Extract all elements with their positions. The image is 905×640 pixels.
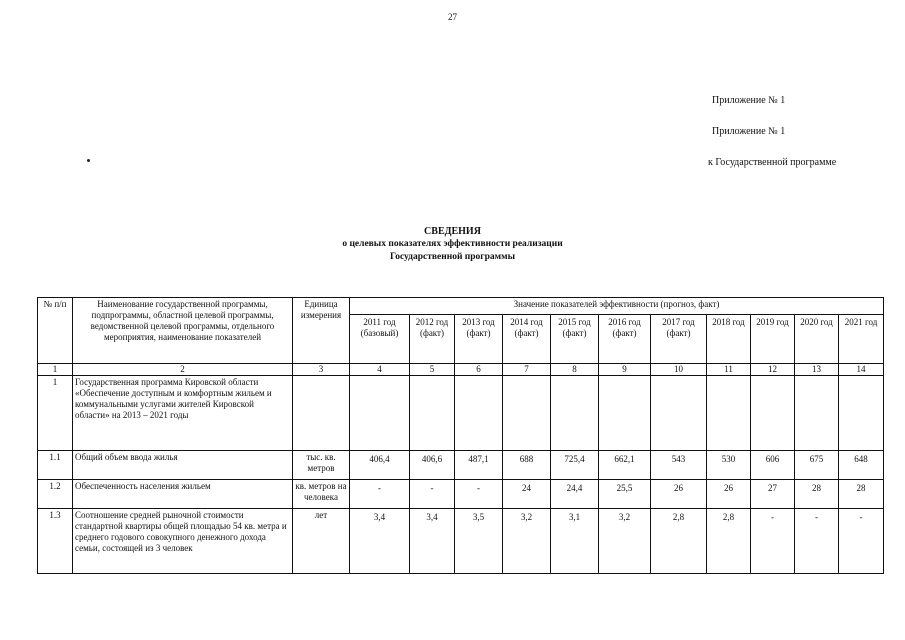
row-value-cell: 24,4 — [551, 480, 599, 509]
row-name-cell: Общий объем ввода жилья — [73, 451, 293, 480]
appendix-line-3: к Государственной программе — [708, 157, 837, 168]
title-line-1: СВЕДЕНИЯ — [424, 226, 481, 237]
header-values-group: Значение показателей эффективности (прогноз, факт) — [350, 298, 884, 315]
row-value-cell: 24 — [503, 480, 551, 509]
row-unit-cell — [293, 376, 350, 451]
row-value-cell — [410, 376, 455, 451]
table-row — [38, 509, 884, 574]
row-value-cell: 530 — [707, 451, 751, 480]
row-value-cell: 648 — [839, 451, 884, 480]
table-row — [38, 376, 884, 451]
column-number-cell: 9 — [599, 364, 651, 376]
row-value-cell: 3,4 — [350, 509, 410, 574]
title-line-3: Государственной программы — [389, 252, 516, 262]
row-value-cell: 26 — [651, 480, 707, 509]
row-value-cell: 487,1 — [455, 451, 503, 480]
row-value-cell: 3,4 — [410, 509, 455, 574]
row-value-cell — [839, 376, 884, 451]
row-value-cell: 725,4 — [551, 451, 599, 480]
row-value-cell — [503, 376, 551, 451]
header-row-1 — [38, 298, 884, 315]
row-unit-cell: кв. метров на человека — [293, 480, 350, 509]
row-value-cell: 3,2 — [503, 509, 551, 574]
header-year: 2015 год (факт) — [551, 315, 599, 364]
column-number-cell: 13 — [795, 364, 839, 376]
row-unit-cell: тыс. кв. метров — [293, 451, 350, 480]
row-value-cell: - — [410, 480, 455, 509]
row-value-cell: 28 — [795, 480, 839, 509]
row-value-cell: 406,4 — [350, 451, 410, 480]
header-year: 2016 год (факт) — [599, 315, 651, 364]
column-number-cell: 10 — [651, 364, 707, 376]
row-name-cell: Обеспеченность населения жильем — [73, 480, 293, 509]
row-value-cell: 662,1 — [599, 451, 651, 480]
row-unit-cell: лет — [293, 509, 350, 574]
row-value-cell: 543 — [651, 451, 707, 480]
column-number-cell: 6 — [455, 364, 503, 376]
header-year: 2018 год — [707, 315, 751, 364]
row-value-cell: - — [350, 480, 410, 509]
column-number-cell: 2 — [73, 364, 293, 376]
row-value-cell: 688 — [503, 451, 551, 480]
header-year: 2011 год (базовый) — [350, 315, 410, 364]
column-number-cell: 14 — [839, 364, 884, 376]
column-numbers-row — [38, 364, 884, 376]
column-number-cell: 12 — [751, 364, 795, 376]
row-value-cell: 606 — [751, 451, 795, 480]
title-line-2: о целевых показателях эффективности реализации — [342, 239, 563, 249]
row-value-cell — [651, 376, 707, 451]
row-value-cell: 406,6 — [410, 451, 455, 480]
row-value-cell: 26 — [707, 480, 751, 509]
row-value-cell: 25,5 — [599, 480, 651, 509]
column-number-cell: 8 — [551, 364, 599, 376]
row-value-cell: 27 — [751, 480, 795, 509]
column-number-cell: 7 — [503, 364, 551, 376]
header-year: 2021 год — [839, 315, 884, 364]
row-value-cell: - — [455, 480, 503, 509]
indicators-table — [37, 297, 884, 574]
header-name: Наименование государственной программы, подпрограммы, областной целевой программы, ведомственной целевой программы, отдельного мероприятия, наименование показателей — [73, 298, 293, 364]
row-number-cell: 1.2 — [38, 480, 73, 509]
row-value-cell: 2,8 — [651, 509, 707, 574]
row-value-cell: 2,8 — [707, 509, 751, 574]
table-row — [38, 451, 884, 480]
column-number-cell: 1 — [38, 364, 73, 376]
header-year: 2013 год (факт) — [455, 315, 503, 364]
row-value-cell — [751, 376, 795, 451]
row-value-cell — [707, 376, 751, 451]
column-number-cell: 5 — [410, 364, 455, 376]
header-unit: Единица измерения — [293, 298, 350, 364]
appendix-line-2: Приложение № 1 — [712, 126, 786, 137]
appendix-line-1: Приложение № 1 — [712, 95, 786, 106]
row-value-cell: 3,1 — [551, 509, 599, 574]
row-number-cell: 1 — [38, 376, 73, 451]
column-number-cell: 3 — [293, 364, 350, 376]
row-value-cell — [350, 376, 410, 451]
row-number-cell: 1.1 — [38, 451, 73, 480]
column-number-cell: 4 — [350, 364, 410, 376]
header-year: 2012 год (факт) — [410, 315, 455, 364]
row-value-cell — [551, 376, 599, 451]
row-value-cell: 3,5 — [455, 509, 503, 574]
table-row — [38, 480, 884, 509]
row-name-cell: Соотношение средней рыночной стоимости стандартной квартиры общей площадью 54 кв. метра и среднего годового совокупного денежного дохода семьи, состоящей из 3 человек — [73, 509, 293, 574]
document-title — [0, 225, 905, 264]
page-number: 27 — [448, 12, 457, 22]
row-number-cell: 1.3 — [38, 509, 73, 574]
header-year: 2017 год (факт) — [651, 315, 707, 364]
column-number-cell: 11 — [707, 364, 751, 376]
row-value-cell — [795, 376, 839, 451]
row-value-cell: 3,2 — [599, 509, 651, 574]
row-value-cell: - — [839, 509, 884, 574]
row-value-cell — [455, 376, 503, 451]
header-year: 2019 год — [751, 315, 795, 364]
stray-dot — [87, 159, 90, 162]
row-value-cell: - — [751, 509, 795, 574]
header-year: 2020 год — [795, 315, 839, 364]
row-name-cell: Государственная программа Кировской области «Обеспечение доступным и комфортным жильем и коммунальными услугами жителей Кировской области» на 2013 – 2021 годы — [73, 376, 293, 451]
header-year: 2014 год (факт) — [503, 315, 551, 364]
row-value-cell: 28 — [839, 480, 884, 509]
row-value-cell: 675 — [795, 451, 839, 480]
row-value-cell — [599, 376, 651, 451]
row-value-cell: - — [795, 509, 839, 574]
header-num: № п/п — [38, 298, 73, 364]
